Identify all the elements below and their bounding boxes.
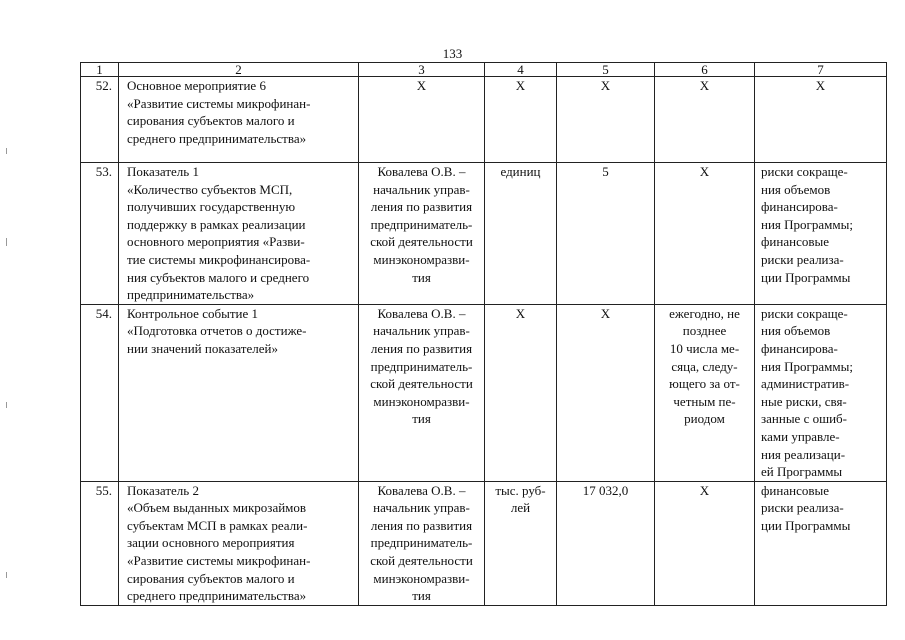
risks-cell: риски сокраще- ния объемов финансирова- ния Программы; финансовые риски реализа- ции Программы bbox=[755, 163, 887, 305]
unit-cell: тыс. руб- лей bbox=[485, 481, 557, 605]
column-header: 4 bbox=[485, 63, 557, 77]
column-header: 3 bbox=[359, 63, 485, 77]
column-header: 5 bbox=[557, 63, 655, 77]
scan-margin-mark bbox=[6, 148, 7, 154]
value-cell: Х bbox=[557, 77, 655, 163]
table-row bbox=[81, 304, 887, 481]
risks-cell: Х bbox=[755, 77, 887, 163]
unit-cell: единиц bbox=[485, 163, 557, 305]
scan-margin-mark bbox=[6, 238, 7, 246]
risks-cell: финансовые риски реализа- ции Программы bbox=[755, 481, 887, 605]
row-number: 52. bbox=[81, 77, 119, 163]
row-number: 55. bbox=[81, 481, 119, 605]
row-number: 54. bbox=[81, 304, 119, 481]
row-number: 53. bbox=[81, 163, 119, 305]
table-row bbox=[81, 481, 887, 605]
responsible-cell: Ковалева О.В. – начальник управ- ления по развития предприниматель- ской деятельности минэкономразви- тия bbox=[359, 163, 485, 305]
responsible-cell: Х bbox=[359, 77, 485, 163]
column-header: 1 bbox=[81, 63, 119, 77]
unit-cell: Х bbox=[485, 304, 557, 481]
item-name: Основное мероприятие 6 «Развитие системы микрофинан- сирования субъектов малого и среднего предпринимательства» bbox=[119, 77, 359, 163]
measures-table bbox=[80, 62, 887, 606]
risks-cell: риски сокраще- ния объемов финансирова- ния Программы; административ- ные риски, свя- занные с ошиб- ками управле- ния реализаци- ей Программы bbox=[755, 304, 887, 481]
value-cell: 5 bbox=[557, 163, 655, 305]
deadline-cell: ежегодно, не позднее 10 числа ме- сяца, следу- ющего за от- четным пе- риодом bbox=[655, 304, 755, 481]
column-header: 2 bbox=[119, 63, 359, 77]
column-number-row bbox=[81, 63, 887, 77]
scan-margin-mark bbox=[6, 572, 7, 578]
column-header: 6 bbox=[655, 63, 755, 77]
item-name: Показатель 1 «Количество субъектов МСП, получивших государственную поддержку в рамках реализации основного мероприятия «Разви- тие системы микрофинансирова- ния субъектов малого и среднего предпринимательства» bbox=[119, 163, 359, 305]
responsible-cell: Ковалева О.В. – начальник управ- ления по развития предприниматель- ской деятельности минэкономразви- тия bbox=[359, 481, 485, 605]
item-name: Контрольное событие 1 «Подготовка отчетов о достиже- нии значений показателей» bbox=[119, 304, 359, 481]
deadline-cell: Х bbox=[655, 77, 755, 163]
table-row bbox=[81, 77, 887, 163]
unit-cell: Х bbox=[485, 77, 557, 163]
table-row bbox=[81, 163, 887, 305]
scan-margin-mark bbox=[6, 402, 7, 408]
column-header: 7 bbox=[755, 63, 887, 77]
page-number: 133 bbox=[442, 46, 463, 61]
item-name: Показатель 2 «Объем выданных микрозаймов субъектам МСП в рамках реали- зации основного мероприятия «Развитие системы микрофинан- сирования субъектов малого и среднего предпринимательства» bbox=[119, 481, 359, 605]
responsible-cell: Ковалева О.В. – начальник управ- ления по развития предприниматель- ской деятельности минэкономразви- тия bbox=[359, 304, 485, 481]
value-cell: Х bbox=[557, 304, 655, 481]
deadline-cell: Х bbox=[655, 163, 755, 305]
value-cell: 17 032,0 bbox=[557, 481, 655, 605]
deadline-cell: Х bbox=[655, 481, 755, 605]
